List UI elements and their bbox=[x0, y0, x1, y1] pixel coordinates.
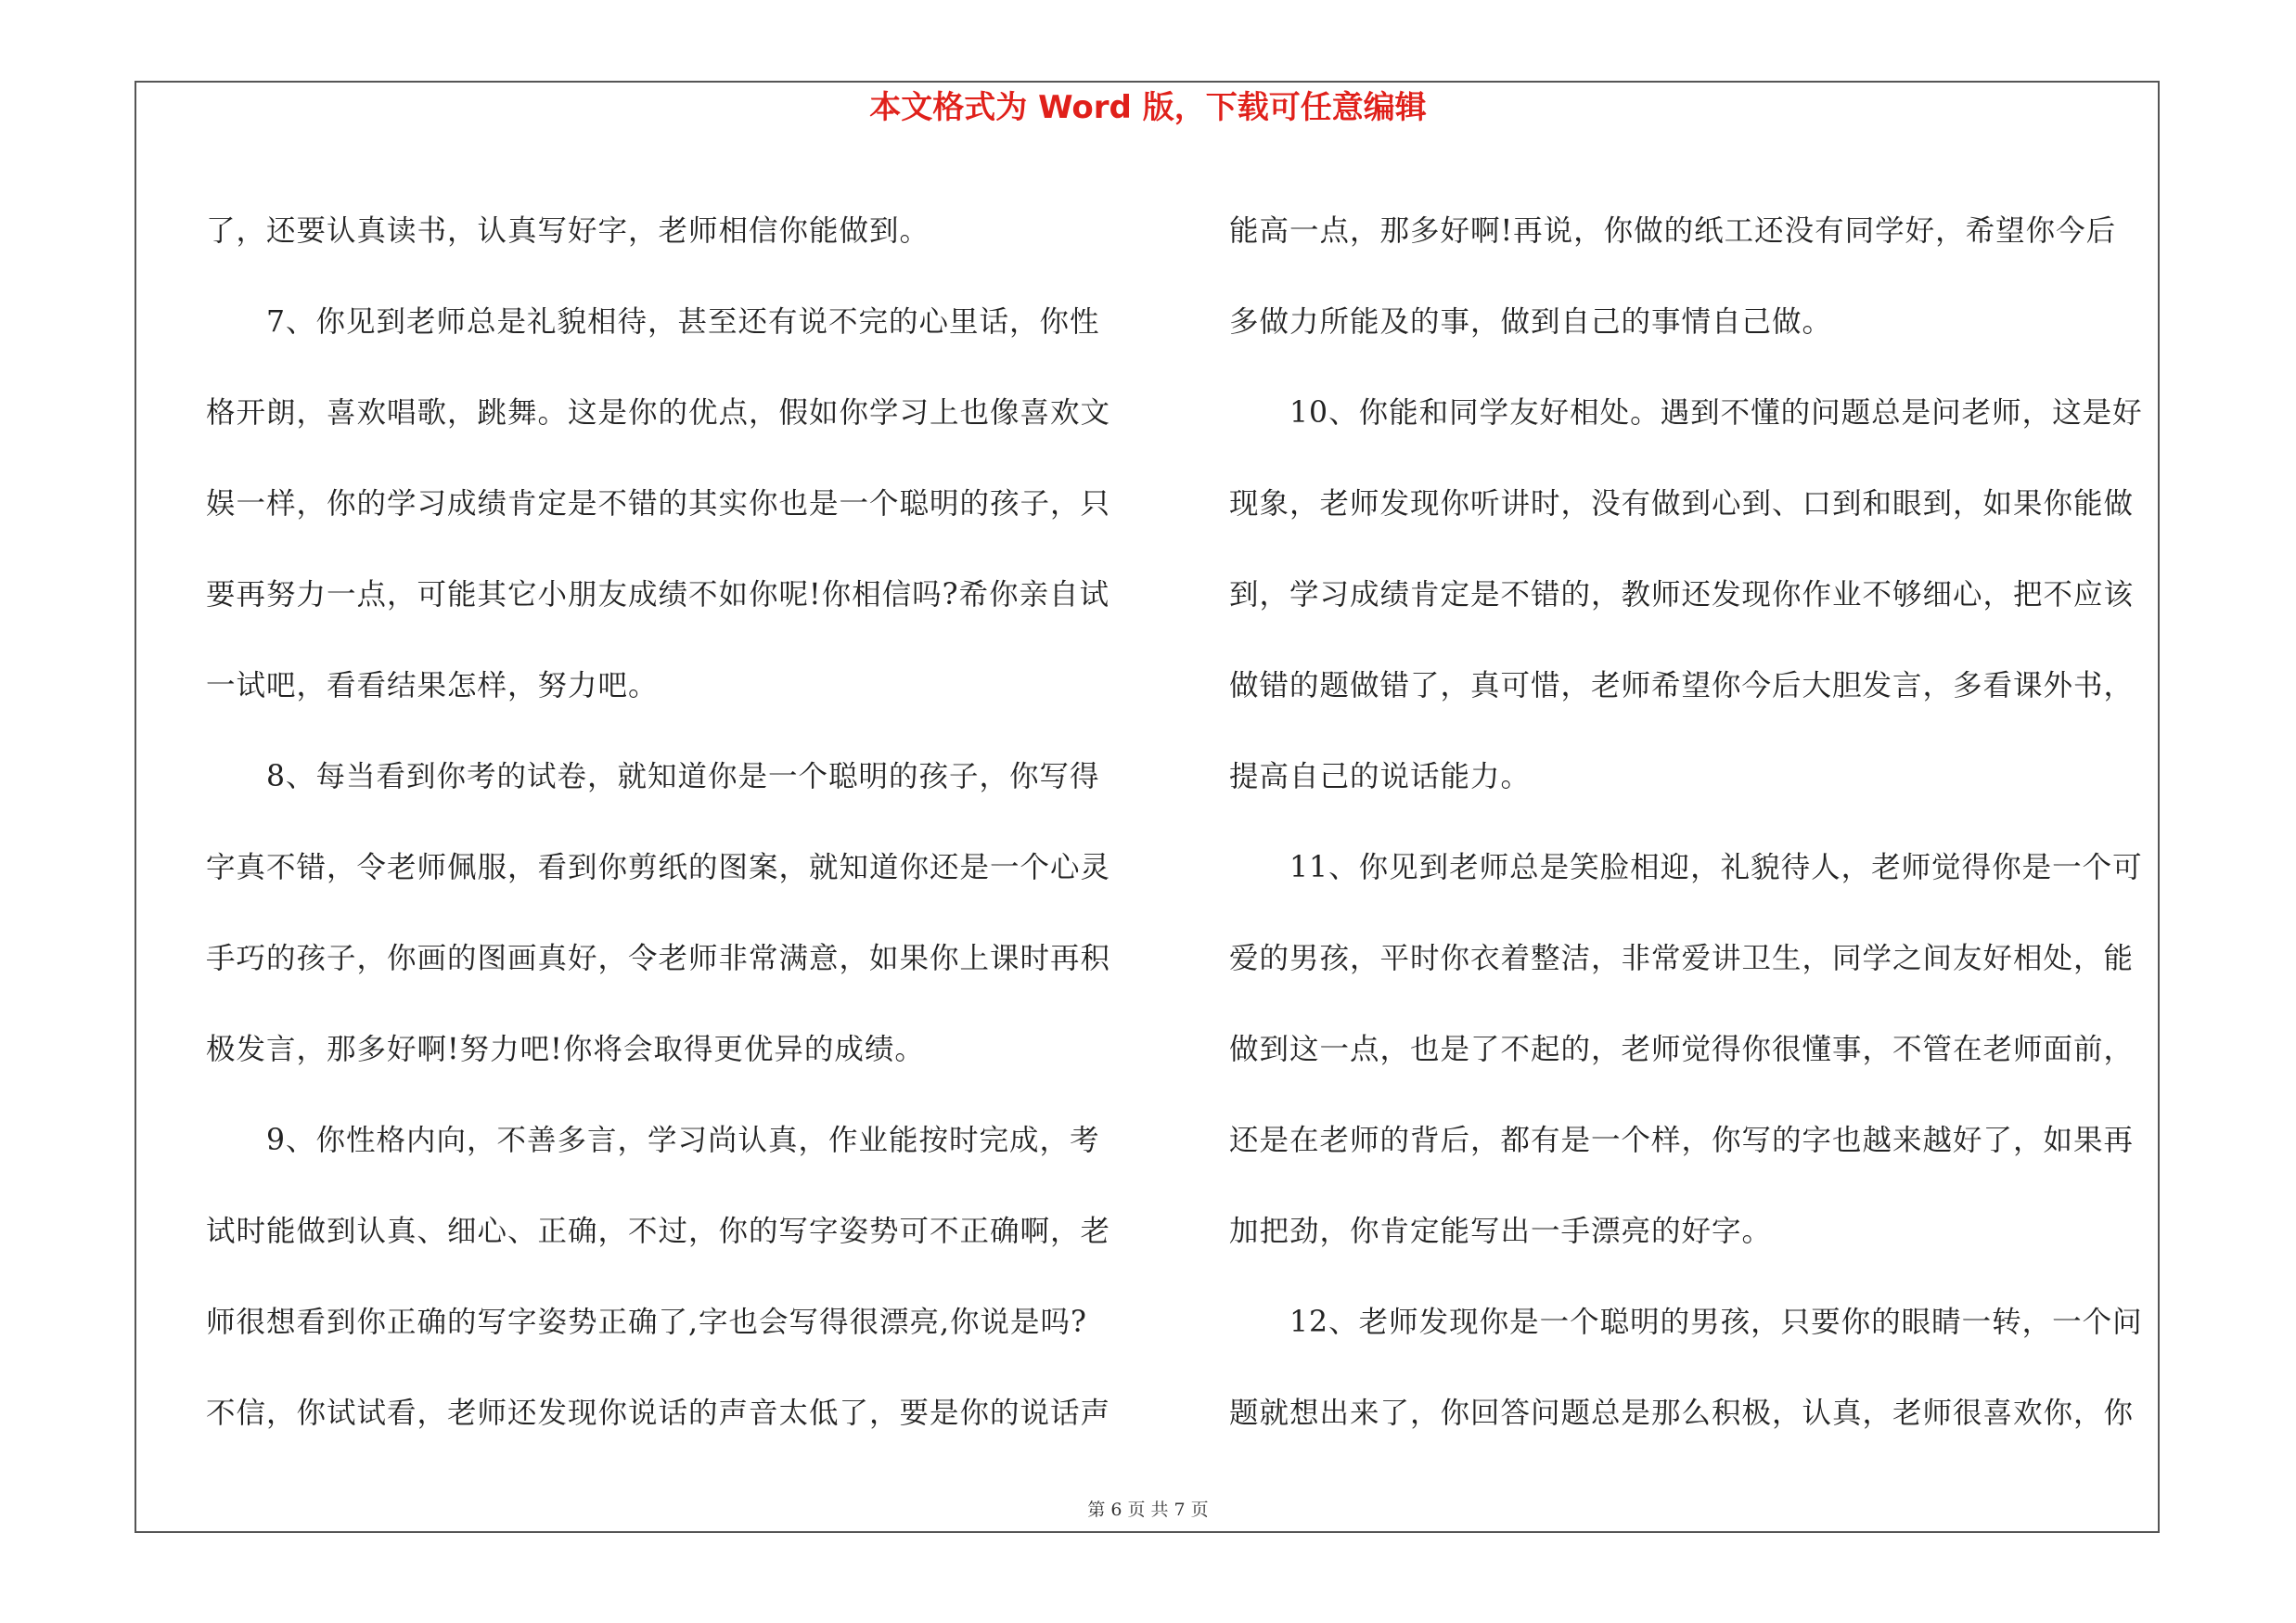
text-line: 10、你能和同学友好相处。遇到不懂的问题总是问老师，这是好 bbox=[1229, 396, 2143, 430]
right-column bbox=[1229, 186, 2157, 1459]
text-line: 9、你性格内向，不善多言，学习尚认真，作业能按时完成，考 bbox=[206, 1124, 1100, 1157]
text-line: 12、老师发现你是一个聪明的男孩，只要你的眼睛一转，一个问 bbox=[1229, 1306, 2143, 1339]
text-line: 字真不错，令老师佩服，看到你剪纸的图案，就知道你还是一个心灵 bbox=[206, 851, 1111, 884]
text-line: 一试吧，看看结果怎样，努力吧。 bbox=[206, 669, 659, 702]
format-banner: 本文格式为 Word 版，下载可任意编辑 bbox=[869, 89, 1427, 126]
text-line: 极发言，那多好啊!努力吧!你将会取得更优异的成绩。 bbox=[206, 1033, 925, 1066]
text-line: 提高自己的说话能力。 bbox=[1229, 760, 1532, 793]
text-line: 手巧的孩子，你画的图画真好，令老师非常满意，如果你上课时再积 bbox=[206, 942, 1111, 975]
text-line: 师很想看到你正确的写字姿势正确了,字也会写得很漂亮,你说是吗? bbox=[206, 1306, 1087, 1339]
text-line: 做错的题做错了，真可惜，老师希望你今后大胆发言，多看课外书， bbox=[1229, 669, 2135, 702]
left-column bbox=[206, 186, 1124, 1459]
text-line: 现象，老师发现你听讲时，没有做到心到、口到和眼到，如果你能做 bbox=[1229, 487, 2135, 521]
text-line: 要再努力一点，可能其它小朋友成绩不如你呢!你相信吗?希你亲自试 bbox=[206, 578, 1110, 612]
page-number: 第 6 页 共 7 页 bbox=[1087, 1500, 1209, 1520]
text-line: 做到这一点，也是了不起的，老师觉得你很懂事，不管在老师面前， bbox=[1229, 1033, 2135, 1066]
text-line: 加把劲，你肯定能写出一手漂亮的好字。 bbox=[1229, 1215, 1773, 1248]
text-line: 不信，你试试看，老师还发现你说话的声音太低了，要是你的说话声 bbox=[206, 1397, 1111, 1430]
text-line: 能高一点，那多好啊!再说，你做的纸工还没有同学好，希望你今后 bbox=[1229, 214, 2117, 248]
text-line: 娱一样，你的学习成绩肯定是不错的其实你也是一个聪明的孩子，只 bbox=[206, 487, 1111, 521]
text-line: 题就想出来了，你回答问题总是那么积极，认真，老师很喜欢你，你 bbox=[1229, 1397, 2135, 1430]
text-line: 11、你见到老师总是笑脸相迎，礼貌待人，老师觉得你是一个可 bbox=[1229, 851, 2143, 884]
text-line: 还是在老师的背后，都有是一个样，你写的字也越来越好了，如果再 bbox=[1229, 1124, 2135, 1157]
text-line: 格开朗，喜欢唱歌，跳舞。这是你的优点，假如你学习上也像喜欢文 bbox=[206, 396, 1111, 430]
text-line: 了，还要认真读书，认真写好字，老师相信你能做到。 bbox=[206, 214, 930, 248]
text-line: 7、你见到老师总是礼貌相待，甚至还有说不完的心里话，你性 bbox=[206, 305, 1100, 339]
text-line: 多做力所能及的事，做到自己的事情自己做。 bbox=[1229, 305, 1833, 339]
text-line: 到，学习成绩肯定是不错的，教师还发现你作业不够细心，把不应该 bbox=[1229, 578, 2135, 612]
text-line: 爱的男孩，平时你衣着整洁，非常爱讲卫生，同学之间友好相处，能 bbox=[1229, 942, 2135, 975]
text-line: 8、每当看到你考的试卷，就知道你是一个聪明的孩子，你写得 bbox=[206, 760, 1100, 793]
text-line: 试时能做到认真、细心、正确，不过，你的写字姿势可不正确啊，老 bbox=[206, 1215, 1111, 1248]
